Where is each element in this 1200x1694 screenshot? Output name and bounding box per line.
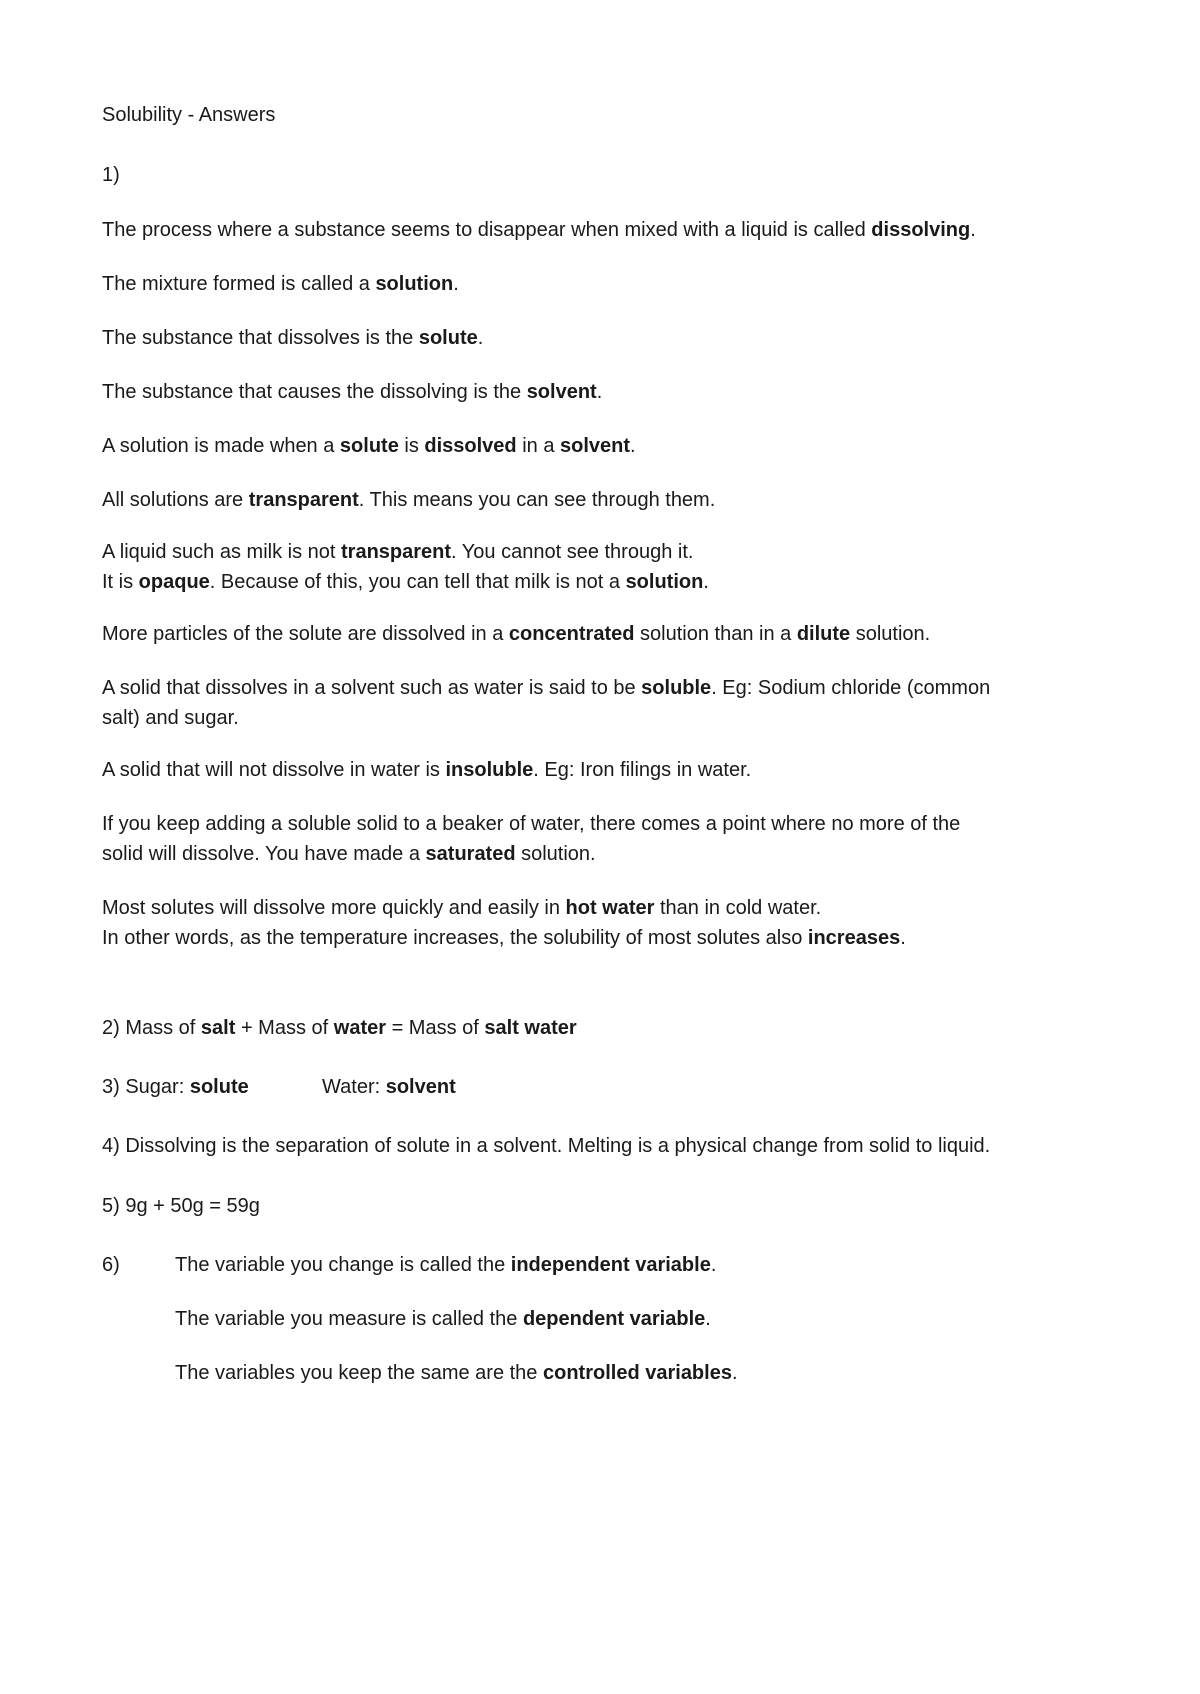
text-run: The variable you measure is called the xyxy=(175,1308,523,1330)
question-3-water xyxy=(322,1075,456,1099)
text-run: The variable you change is called the xyxy=(175,1254,511,1276)
text-run: salt) and sugar. xyxy=(102,707,239,729)
text-run: All solutions are xyxy=(102,489,249,511)
key-term: solute xyxy=(418,327,478,349)
text-run: solution. xyxy=(515,843,596,865)
key-term: solvent xyxy=(385,1076,456,1098)
question-2-answer xyxy=(102,1016,577,1040)
text-run: + Mass of xyxy=(235,1017,334,1039)
key-term: dependent variable xyxy=(522,1308,706,1330)
variable-definition-line xyxy=(175,1307,711,1331)
key-term: solvent xyxy=(526,381,597,403)
variable-definition-line xyxy=(175,1253,716,1277)
document-title: Solubility - Answers xyxy=(102,104,276,126)
question-3-sugar xyxy=(102,1075,249,1099)
answer-line xyxy=(102,896,821,920)
text-run: solution than in a xyxy=(634,623,797,645)
key-term: opaque xyxy=(138,571,210,593)
text-run: A solid that will not dissolve in water is xyxy=(102,759,446,781)
key-term: increases xyxy=(807,927,901,949)
key-term: solvent xyxy=(560,435,631,457)
variable-definition-line xyxy=(175,1361,738,1385)
key-term: controlled variables xyxy=(543,1362,732,1384)
text-run: . xyxy=(477,327,484,349)
key-term: water xyxy=(333,1017,387,1039)
question-5-answer: 5) 9g + 50g = 59g xyxy=(102,1195,260,1217)
text-run: A solution is made when a xyxy=(102,435,340,457)
text-run: The mixture formed is called a xyxy=(102,273,376,295)
text-run: solid will dissolve. You have made a xyxy=(102,843,426,865)
answer-line xyxy=(102,758,751,782)
question-4-answer: 4) Dissolving is the separation of solute in a solvent. Melting is a physical change from solid to liquid. xyxy=(102,1135,991,1157)
text-run: 2) Mass of xyxy=(102,1017,201,1039)
answer-line xyxy=(102,380,602,404)
text-run: . This means you can see through them. xyxy=(358,489,716,511)
text-run: Water: xyxy=(322,1076,386,1098)
text-run: If you keep adding a soluble solid to a beaker of water, there comes a point where no more of the xyxy=(102,813,961,835)
text-run: A liquid such as milk is not xyxy=(102,541,341,563)
answer-line xyxy=(102,812,960,836)
text-run: . xyxy=(970,219,976,241)
text-run: . Because of this, you can tell that milk is not a xyxy=(209,571,626,593)
text-run: The substance that causes the dissolving is the xyxy=(102,381,527,403)
answer-line xyxy=(102,488,715,512)
text-run: . Eg: Iron filings in water. xyxy=(533,759,752,781)
key-term: salt water xyxy=(484,1017,577,1039)
text-run: solution. xyxy=(850,623,931,645)
key-term: independent variable xyxy=(510,1254,711,1276)
text-run: . Eg: Sodium chloride (common xyxy=(711,677,991,699)
answer-line xyxy=(102,272,459,296)
text-run: In other words, as the temperature increases, the solubility of most solutes also xyxy=(102,927,808,949)
text-run: It is xyxy=(102,571,139,593)
answer-line xyxy=(102,926,906,950)
key-term: dilute xyxy=(796,623,851,645)
text-run: The variables you keep the same are the xyxy=(175,1362,543,1384)
answer-line xyxy=(102,218,976,242)
answer-line xyxy=(102,540,693,564)
key-term: solution xyxy=(625,571,704,593)
text-run: . xyxy=(731,1362,738,1384)
text-run: . You cannot see through it. xyxy=(451,541,694,563)
key-term: concentrated xyxy=(508,623,635,645)
key-term: soluble xyxy=(641,677,712,699)
answer-line xyxy=(102,842,596,866)
key-term: saturated xyxy=(425,843,516,865)
answer-line xyxy=(102,326,483,350)
answer-line xyxy=(102,570,709,594)
key-term: solute xyxy=(189,1076,249,1098)
key-term: salt xyxy=(200,1017,236,1039)
answer-line xyxy=(102,706,239,730)
answer-line xyxy=(102,434,636,458)
text-run: The process where a substance seems to disappear when mixed with a liquid is called xyxy=(102,219,872,241)
key-term: dissolving xyxy=(871,219,971,241)
text-run: = Mass of xyxy=(386,1017,485,1039)
question-6-number: 6) xyxy=(102,1254,120,1276)
text-run: . xyxy=(630,435,636,457)
text-run: The substance that dissolves is the xyxy=(102,327,419,349)
text-run: More particles of the solute are dissolved in a xyxy=(102,623,509,645)
key-term: transparent xyxy=(341,541,452,563)
answer-line xyxy=(102,622,930,646)
text-run: . xyxy=(705,1308,711,1330)
key-term: solute xyxy=(339,435,399,457)
text-run: Most solutes will dissolve more quickly and easily in xyxy=(102,897,566,919)
answer-line xyxy=(102,676,990,700)
text-run: is xyxy=(398,435,425,457)
key-term: dissolved xyxy=(424,435,517,457)
key-term: hot water xyxy=(565,897,655,919)
question-1-number: 1) xyxy=(102,164,120,186)
key-term: solution xyxy=(375,273,454,295)
text-run: . xyxy=(900,927,906,949)
text-run: 3) Sugar: xyxy=(102,1076,190,1098)
text-run: . xyxy=(703,571,709,593)
text-run: . xyxy=(710,1254,717,1276)
text-run: in a xyxy=(516,435,561,457)
text-run: A solid that dissolves in a solvent such as water is said to be xyxy=(102,677,642,699)
text-run: . xyxy=(453,273,459,295)
text-run: . xyxy=(596,381,603,403)
text-run: than in cold water. xyxy=(654,897,822,919)
key-term: transparent xyxy=(248,489,359,511)
key-term: insoluble xyxy=(445,759,534,781)
